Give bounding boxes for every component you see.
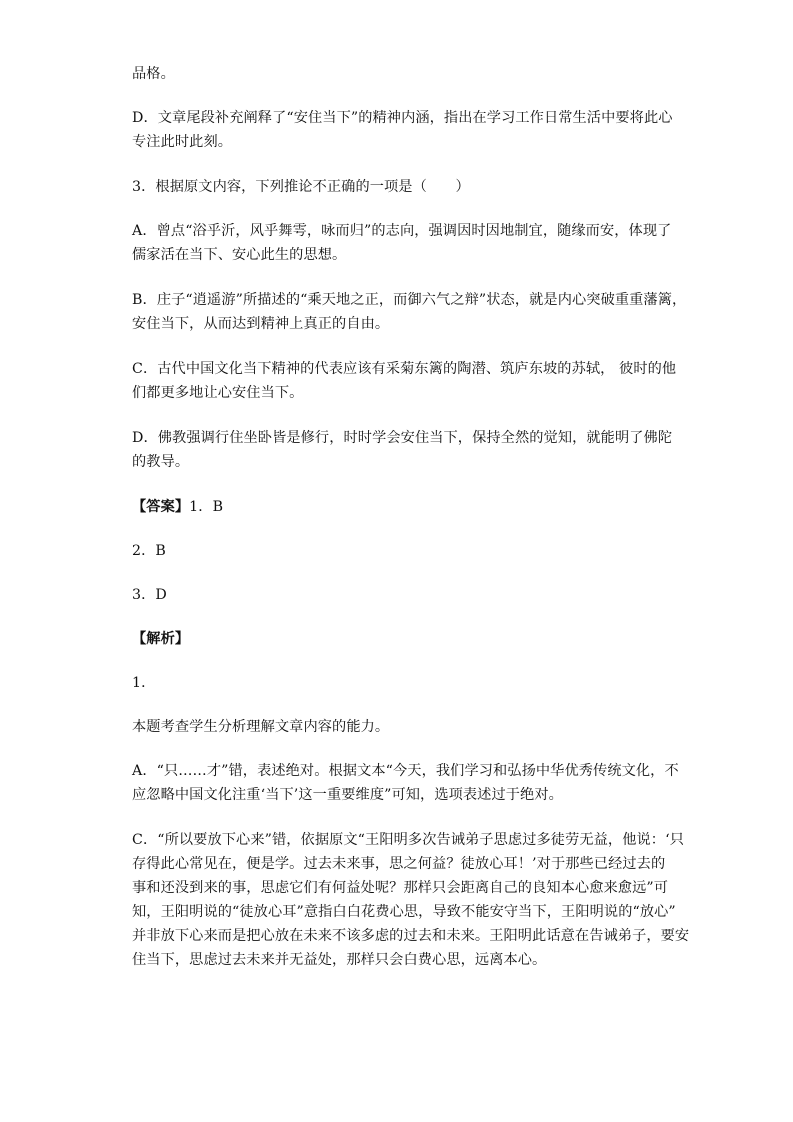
- document-body: [132, 62, 690, 993]
- text-line: 应忽略中国文化注重‘当下’这一重要维度”可知，选项表述过于绝对。: [132, 787, 563, 803]
- text-line: 知，王阳明说的“徒放心耳”意指白白花费心思，导致不能安守当下，王阳明说的“放心”: [132, 904, 676, 920]
- text-line: D．佛教强调行住坐卧皆是修行，时时学会安住当下，保持全然的觉知，就能明了佛陀: [132, 430, 673, 446]
- question-3-option-d: [132, 426, 673, 474]
- text-line: A．“只……才”错，表述绝对。根据文本“今天，我们学习和弘扬中华优秀传统文化，不: [132, 763, 679, 779]
- analysis-heading: [132, 627, 664, 651]
- answer-label: 【答案】: [132, 499, 190, 515]
- question-3-option-c: [132, 357, 677, 405]
- text-line: 3．根据原文内容，下列推论不正确的一项是（ ）: [132, 179, 470, 195]
- answer-item-2: [132, 539, 664, 563]
- answer-heading: [132, 495, 664, 519]
- question-3-option-b: [132, 288, 687, 336]
- text-line: 儒家活在当下、安心此生的思想。: [132, 247, 347, 263]
- text-line: A．曾点“浴乎沂，风乎舞雩，咏而归”的志向，强调因时因地制宜，随缘而安，体现了: [132, 223, 672, 239]
- text-line: 们都更多地让心安住当下。: [132, 385, 304, 401]
- text-line: 3．D: [132, 587, 167, 603]
- text-line: D．文章尾段补充阐释了“安住当下”的精神内涵，指出在学习工作日常生活中要将此心: [132, 110, 673, 126]
- text-line: 事和还没到来的事，思虑它们有何益处呢？那样只会距离自己的良知本心愈来愈远”可: [132, 880, 668, 896]
- option-d-statement: [132, 106, 673, 154]
- text-line: C．“所以要放下心来”错，依据原文“王阳明多次告诫弟子思虑过多徒劳无益，他说：‘只: [132, 832, 684, 848]
- analysis-number: [132, 671, 664, 695]
- text-line: 品格。: [132, 66, 175, 82]
- text-line: 安住当下，从而达到精神上真正的自由。: [132, 316, 390, 332]
- text-line: 1．: [132, 675, 156, 691]
- question-3-stem: [132, 175, 664, 199]
- text-line: 存得此心常见在，便是学。过去未来事，思之何益？徒放心耳！’对于那些已经过去的: [132, 856, 666, 872]
- answer-item-1: 1．B: [189, 499, 224, 515]
- analysis-label: 【解析】: [132, 631, 190, 647]
- text-line: C．古代中国文化当下精神的代表应该有采菊东篱的陶潜、筑庐东坡的苏轼， 彼时的他: [132, 361, 677, 377]
- question-3-option-a: [132, 219, 672, 267]
- text-line: 并非放下心来而是把心放在未来不该多虑的过去和未来。王阳明此话意在告诫弟子，要安: [132, 928, 690, 944]
- text-line: B．庄子“逍遥游”所描述的“乘天地之正，而御六气之辩”状态，就是内心突破重重藩篱，: [132, 292, 687, 308]
- paragraph-fragment: [132, 62, 664, 86]
- analysis-intro: [132, 715, 664, 739]
- text-line: 住当下，思虑过去未来并无益处，那样只会白费心思，远离本心。: [132, 952, 547, 968]
- text-line: 的教导。: [132, 454, 190, 470]
- text-line: 专注此时此刻。: [132, 134, 233, 150]
- answer-item-3: [132, 583, 664, 607]
- text-line: 本题考查学生分析理解文章内容的能力。: [132, 719, 390, 735]
- analysis-option-c: [132, 828, 690, 972]
- analysis-option-a: [132, 759, 679, 807]
- text-line: 2．B: [132, 543, 166, 559]
